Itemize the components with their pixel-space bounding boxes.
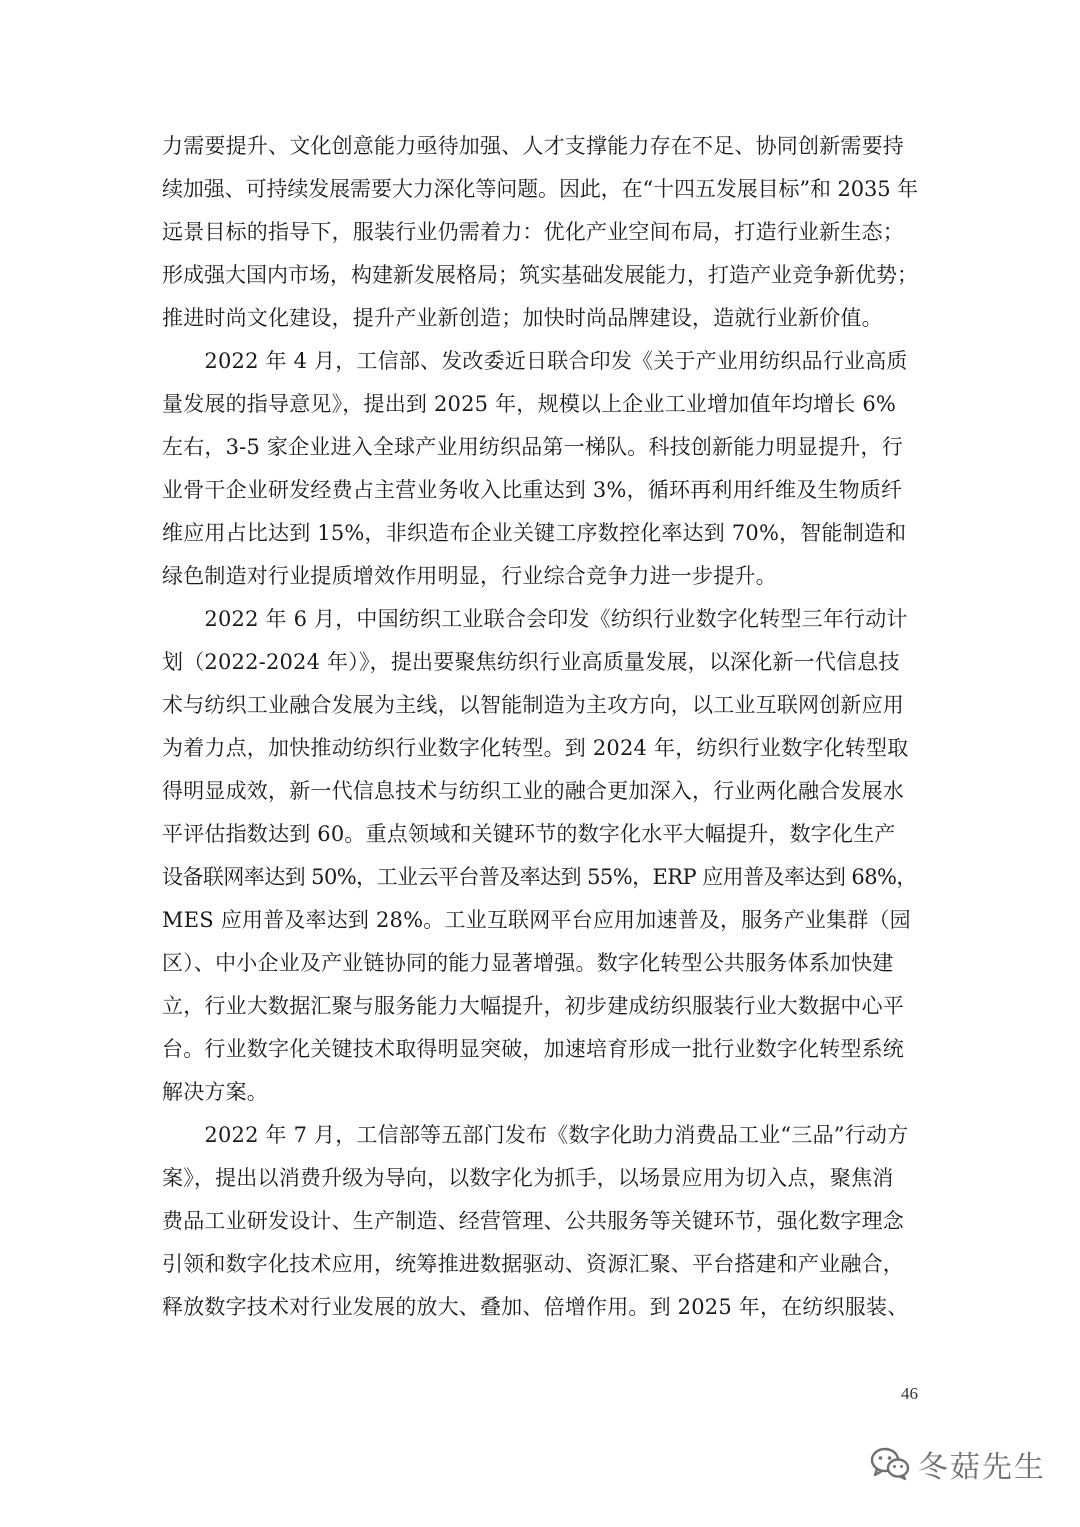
text-line: 推进时尚文化建设，提升产业新创造；加快时尚品牌建设，造就行业新价值。 xyxy=(162,306,883,330)
text-line: 划（2022-2024 年）》，提出要聚焦纺织行业高质量发展，以深化新一代信息技 xyxy=(162,650,900,674)
text-line: 解决方案。 xyxy=(162,1080,268,1104)
text-line: 平评估指数达到 60。重点领域和关键环节的数字化水平大幅提升，数字化生产 xyxy=(162,822,896,846)
text-line: 立，行业大数据汇聚与服务能力大幅提升，初步建成纺织服装行业大数据中心平 xyxy=(162,994,904,1018)
text-line: MES 应用普及率达到 28%。工业互联网平台应用加速普及，服务产业集群（园 xyxy=(162,908,911,932)
text-line: 形成强大国内市场，构建新发展格局；筑实基础发展能力，打造产业竞争新优势； xyxy=(162,263,918,287)
text-line: 为着力点，加快推动纺织行业数字化转型。到 2024 年，纺织行业数字化转型取 xyxy=(162,736,909,760)
text-line: 业骨干企业研发经费占主营业务收入比重达到 3%，循环再利用纤维及生物质纤 xyxy=(162,478,903,502)
text-line: 设备联网率达到 50%，工业云平台普及率达到 55%，ERP 应用普及率达到 68%， xyxy=(162,865,917,889)
text-line: 续加强、可持续发展需要大力深化等问题。因此，在“十四五发展目标”和 2035 年 xyxy=(162,177,918,201)
text-line: 2022 年 7 月，工信部等五部门发布《数字化助力消费品工业“三品”行动方 xyxy=(162,1123,909,1147)
text-line: 术与纺织工业融合发展为主线，以智能制造为主攻方向，以工业互联网创新应用 xyxy=(162,693,904,717)
text-line: 绿色制造对行业提质增效作用明显，行业综合竞争力进一步提升。 xyxy=(162,564,777,588)
watermark xyxy=(870,1442,1046,1486)
text-line: 左右，3-5 家企业进入全球产业用纺织品第一梯队。科技创新能力明显提升，行 xyxy=(162,435,903,459)
text-line: 引领和数字化技术应用，统筹推进数据驱动、资源汇聚、平台搭建和产业融合， xyxy=(162,1252,904,1276)
text-line: 费品工业研发设计、生产制造、经营管理、公共服务等关键环节，强化数字理念 xyxy=(162,1209,904,1233)
text-line: 2022 年 4 月，工信部、发改委近日联合印发《关于产业用纺织品行业高质 xyxy=(162,349,908,373)
text-line: 远景目标的指导下，服装行业仍需着力：优化产业空间布局，打造行业新生态； xyxy=(162,220,904,244)
page-number: 46 xyxy=(901,1384,918,1403)
text-line: 力需要提升、文化创意能力亟待加强、人才支撑能力存在不足、协同创新需要持 xyxy=(162,134,904,158)
text-line: 得明显成效，新一代信息技术与纺织工业的融合更加深入，行业两化融合发展水 xyxy=(162,779,904,803)
body-text xyxy=(162,125,918,1329)
text-line: 案》，提出以消费升级为导向，以数字化为抓手，以场景应用为切入点，聚焦消 xyxy=(162,1166,894,1190)
text-line: 释放数字技术对行业发展的放大、叠加、倍增作用。到 2025 年，在纺织服装、 xyxy=(162,1295,909,1319)
text-line: 台。行业数字化关键技术取得明显突破，加速培育形成一批行业数字化转型系统 xyxy=(162,1037,904,1061)
text-line: 区）、中小企业及产业链协同的能力显著增强。数字化转型公共服务体系加快建 xyxy=(162,951,894,975)
text-line: 2022 年 6 月，中国纺织工业联合会印发《纺织行业数字化转型三年行动计 xyxy=(162,607,908,631)
text-line: 量发展的指导意见》，提出到 2025 年，规模以上企业工业增加值年均增长 6% xyxy=(162,392,897,416)
wechat-icon xyxy=(870,1447,910,1481)
text-line: 维应用占比达到 15%，非织造布企业关键工序数控化率达到 70%，智能制造和 xyxy=(162,521,907,545)
watermark-text: 冬菇先生 xyxy=(918,1450,1046,1485)
